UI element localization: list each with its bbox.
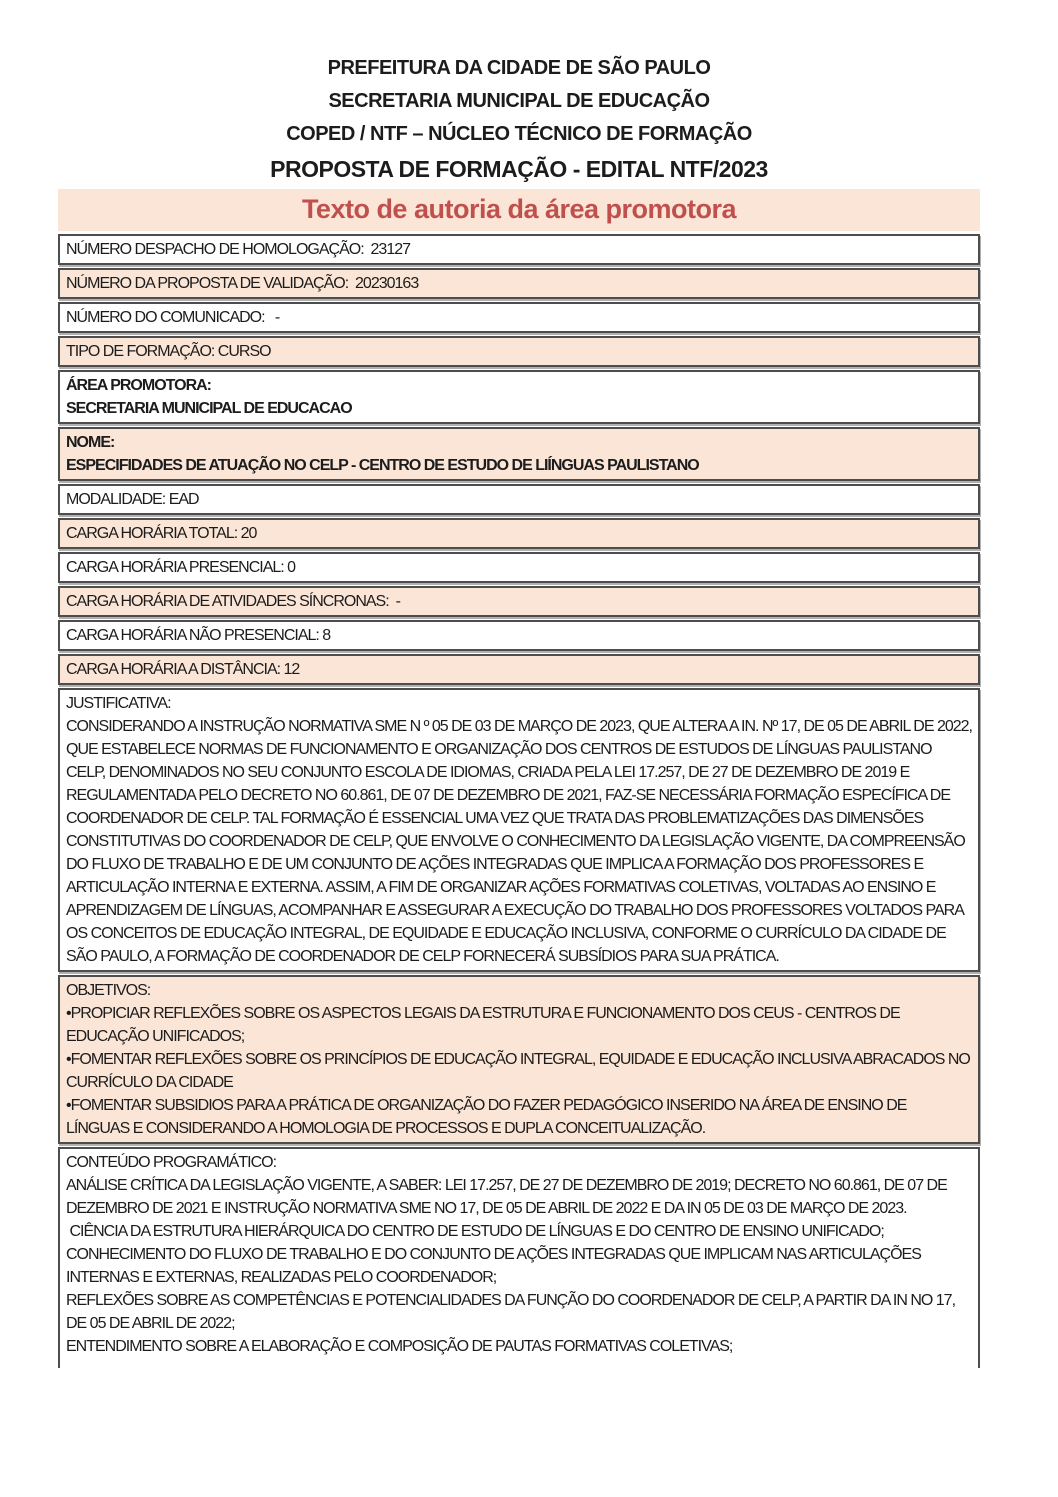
form-row	[58, 427, 980, 481]
header-title-line: PREFEITURA DA CIDADE DE SÃO PAULO	[327, 57, 711, 79]
banner-text: Texto de autoria da área promotora	[301, 194, 737, 224]
form-row	[58, 234, 980, 265]
form-row-line: SECRETARIA MUNICIPAL DE EDUCACAO	[66, 400, 352, 417]
form-row-line: REFLEXÕES SOBRE AS COMPETÊNCIAS E POTENCIALIDADES DA FUNÇÃO DO COORDENADOR DE CELP, A PARTIR DA IN NO 17, DE 05 DE ABRIL DE 2022;	[66, 1292, 959, 1332]
form-row-line: TIPO DE FORMAÇÃO: CURSO	[66, 343, 271, 360]
form-row	[58, 654, 980, 685]
form-row-line: CIÊNCIA DA ESTRUTURA HIERÁRQUICA DO CENTRO DE ESTUDO DE LÍNGUAS E DO CENTRO DE ENSINO UNIFICADO;	[66, 1223, 884, 1240]
form-row	[58, 975, 980, 1144]
form-row-line: ESPECIFIDADES DE ATUAÇÃO NO CELP - CENTRO DE ESTUDO DE LIÍNGUAS PAULISTANO	[66, 457, 699, 474]
form-row-line: •FOMENTAR REFLEXÕES SOBRE OS PRINCÍPIOS DE EDUCAÇÃO INTEGRAL, EQUIDADE E EDUCAÇÃO INCLUSIVA ABRACADOS NO CURRÍCULO DA CIDADE	[66, 1051, 974, 1091]
header-title-line: PROPOSTA DE FORMAÇÃO - EDITAL NTF/2023	[270, 156, 768, 182]
form-row-line: NÚMERO DO COMUNICADO: -	[66, 309, 280, 326]
header-title-line: SECRETARIA MUNICIPAL DE EDUCAÇÃO	[328, 90, 710, 112]
form-row	[58, 268, 980, 299]
form-row	[58, 586, 980, 617]
document-header	[58, 52, 980, 231]
form-row	[58, 1147, 980, 1368]
document-page	[58, 0, 980, 1368]
form-row-line: CONHECIMENTO DO FLUXO DE TRABALHO E DO CONJUNTO DE AÇÕES INTEGRADAS QUE IMPLICAM NAS ARTICULAÇÕES INTERNAS E EXTERNAS, REALIZADAS PELO COORDENADOR;	[66, 1246, 925, 1286]
form-row-line: CONTEÚDO PROGRAMÁTICO:	[66, 1154, 277, 1171]
form-row-line: CONSIDERANDO A INSTRUÇÃO NORMATIVA SME N º 05 DE 03 DE MARÇO DE 2023, QUE ALTERA A IN. Nº 17, DE 05 DE ABRIL DE 2022, QUE ESTABELECE NORMAS DE FUNCIONAMENTO E ORGANIZAÇÃO DOS CENTROS DE ESTUDOS DE LÍNGUAS PAULISTANO CELP, DENOMINADOS NO SEU CONJUNTO ESCOLA DE IDIOMAS, CRIADA PELA LEI 17.257, DE 27 DE DEZEMBRO DE 2019 E REGULAMENTADA PELO DECRETO NO 60.861, DE 07 DE DEZEMBRO DE 2021, FAZ-SE NECESSÁRIA FORMAÇÃO ESPECÍFICA DE COORDENADOR DE CELP. TAL FORMAÇÃO É ESSENCIAL UMA VEZ QUE TRATA DAS PROBLEMATIZAÇÕES DAS DIMENSÕES CONSTITUTIVAS DO COORDENADOR DE CELP, QUE ENVOLVE O CONHECIMENTO DA LEGISLAÇÃO VIGENTE, DA COMPREENSÃO DO FLUXO DE TRABALHO E DE UM CONJUNTO DE AÇÕES INTEGRADAS QUE IMPLICA A FORMAÇÃO DOS PROFESSORES E ARTICULAÇÃO INTERNA E EXTERNA. ASSIM, A FIM DE ORGANIZAR AÇÕES FORMATIVAS COLETIVAS, VOLTADAS AO ENSINO E APRENDIZAGEM DE LÍNGUAS, ACOMPANHAR E ASSEGURAR A EXECUÇÃO DO TRABALHO DOS PROFESSORES VOLTADOS PARA OS CONCEITOS DE EDUCAÇÃO INTEGRAL, DE EQUIDADE E EDUCAÇÃO INCLUSIVA, CONFORME O CURRÍCULO DA CIDADE DE SÃO PAULO, A FORMAÇÃO DE COORDENADOR DE CELP FORNECERÁ SUBSÍDIOS PARA SUA PRÁTICA.	[66, 718, 976, 965]
form-row-line: NÚMERO DESPACHO DE HOMOLOGAÇÃO: 23127	[66, 241, 411, 258]
form-row-line: JUSTIFICATIVA:	[66, 695, 171, 712]
header-title-line: COPED / NTF – NÚCLEO TÉCNICO DE FORMAÇÃO	[286, 123, 752, 145]
form-row	[58, 518, 980, 549]
form-row-line: OBJETIVOS:	[66, 982, 151, 999]
form-row	[58, 370, 980, 424]
form-rows	[58, 234, 980, 1368]
form-row	[58, 688, 980, 972]
header-title-lines	[58, 52, 980, 187]
form-row	[58, 302, 980, 333]
form-row-line: CARGA HORÁRIA A DISTÂNCIA: 12	[66, 661, 300, 678]
form-row-line: NÚMERO DA PROPOSTA DE VALIDAÇÃO: 20230163	[66, 275, 419, 292]
form-row-line: ENTENDIMENTO SOBRE A ELABORAÇÃO E COMPOSIÇÃO DE PAUTAS FORMATIVAS COLETIVAS;	[66, 1338, 733, 1355]
form-row-line: NOME:	[66, 434, 115, 451]
form-row-line: ÁREA PROMOTORA:	[66, 377, 211, 394]
form-row	[58, 336, 980, 367]
form-row-line: CARGA HORÁRIA NÃO PRESENCIAL: 8	[66, 627, 331, 644]
form-row-line: CARGA HORÁRIA TOTAL: 20	[66, 525, 257, 542]
form-row	[58, 484, 980, 515]
form-row-line: •PROPICIAR REFLEXÕES SOBRE OS ASPECTOS LEGAIS DA ESTRUTURA E FUNCIONAMENTO DOS CEUS - CENTROS DE EDUCAÇÃO UNIFICADOS;	[66, 1005, 904, 1045]
form-row	[58, 552, 980, 583]
form-row-line: •FOMENTAR SUBSIDIOS PARA A PRÁTICA DE ORGANIZAÇÃO DO FAZER PEDAGÓGICO INSERIDO NA ÁREA DE ENSINO DE LÍNGUAS E CONSIDERANDO A HOMOLOGIA DE PROCESSOS E DUPLA CONCEITUALIZAÇÃO.	[66, 1097, 910, 1137]
form-row-line: MODALIDADE: EAD	[66, 491, 199, 508]
form-row-line: CARGA HORÁRIA PRESENCIAL: 0	[66, 559, 296, 576]
form-row	[58, 620, 980, 651]
form-row-line: ANÁLISE CRÍTICA DA LEGISLAÇÃO VIGENTE, A SABER: LEI 17.257, DE 27 DE DEZEMBRO DE 2019; DECRETO NO 60.861, DE 07 DE DEZEMBRO DE 2021 E INSTRUÇÃO NORMATIVA SME NO 17, DE 05 DE ABRIL DE 2022 E DA IN 05 DE 03 DE MARÇO DE 2023.	[66, 1177, 951, 1217]
form-row-line: CARGA HORÁRIA DE ATIVIDADES SÍNCRONAS: -	[66, 593, 400, 610]
banner	[58, 189, 980, 231]
